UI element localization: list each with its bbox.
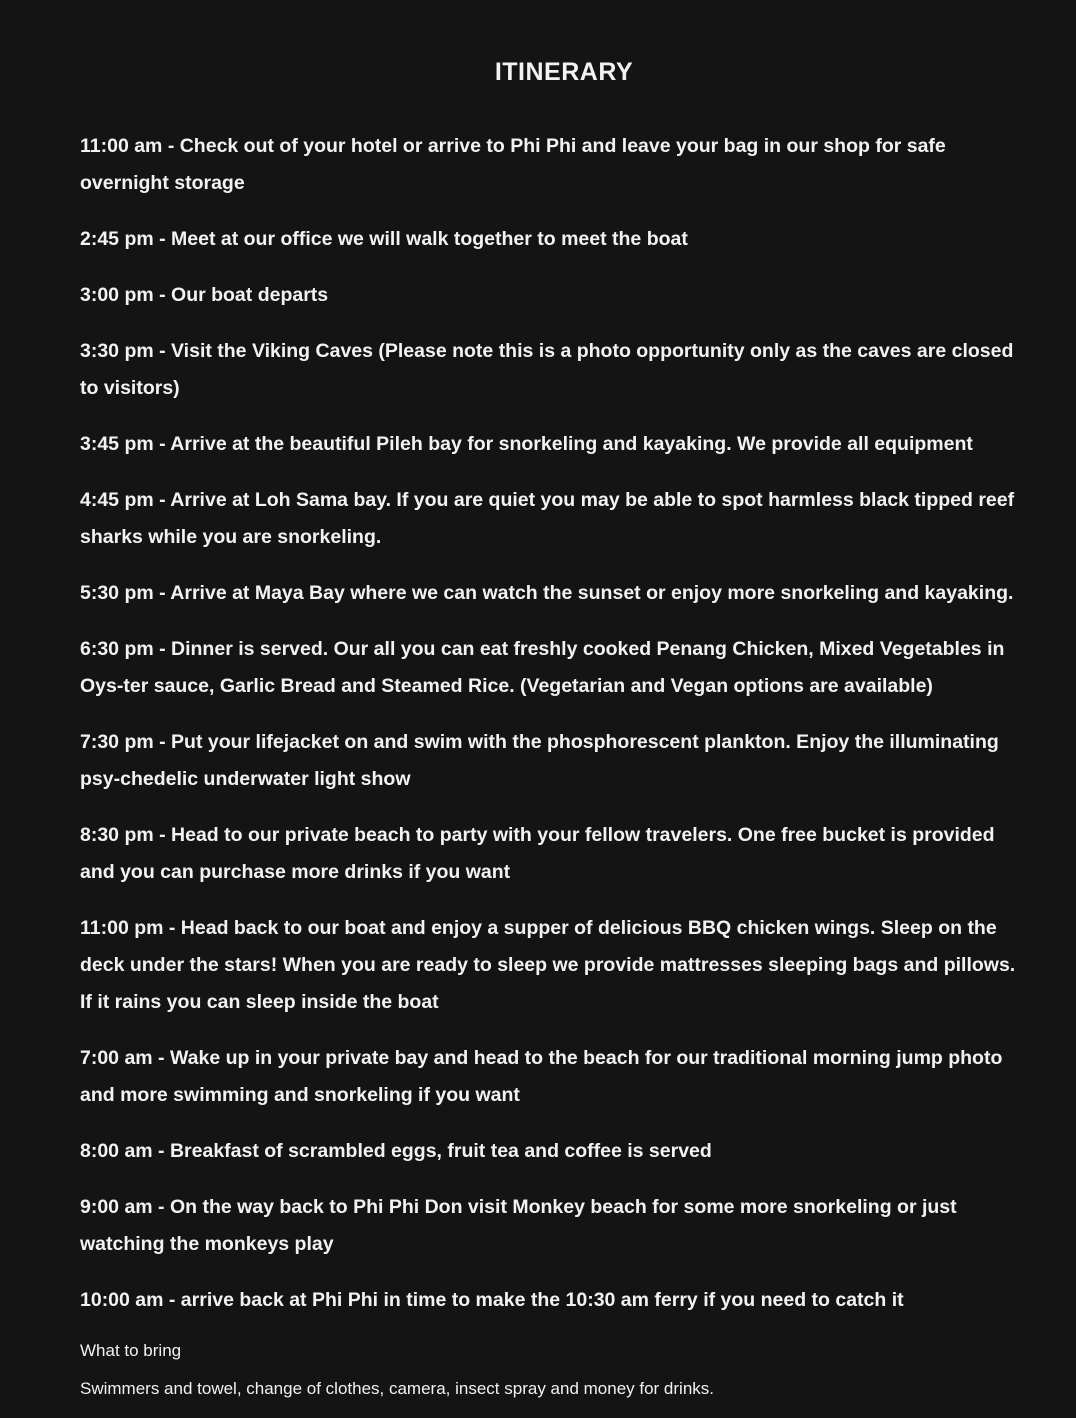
- what-to-bring-section: [80, 1337, 1025, 1403]
- itinerary-item: 4:45 pm - Arrive at Loh Sama bay. If you are quiet you may be able to spot harmless black tipped reef sharks while you are snorkeling.: [80, 489, 1015, 548]
- itinerary-item: 7:00 am - Wake up in your private bay and head to the beach for our traditional morning jump photo and more swimming and snorkeling if you want: [80, 1047, 1003, 1106]
- what-to-bring-heading: What to bring: [80, 1341, 182, 1360]
- itinerary-item: 2:45 pm - Meet at our office we will walk together to meet the boat: [80, 228, 688, 250]
- itinerary-item: 5:30 pm - Arrive at Maya Bay where we can watch the sunset or enjoy more snorkeling and kayaking.: [80, 582, 1014, 604]
- itinerary-item: 7:30 pm - Put your lifejacket on and swim with the phosphorescent plankton. Enjoy the illuminating psy-chedelic underwater light show: [80, 731, 999, 790]
- itinerary-item: 3:30 pm - Visit the Viking Caves (Please note this is a photo opportunity only as the caves are closed to visitors): [80, 340, 1014, 399]
- itinerary-item: 3:45 pm - Arrive at the beautiful Pileh bay for snorkeling and kayaking. We provide all equipment: [80, 433, 973, 455]
- what-to-bring-text: Swimmers and towel, change of clothes, camera, insect spray and money for drinks.: [80, 1379, 715, 1398]
- itinerary-item: 3:00 pm - Our boat departs: [80, 284, 329, 306]
- page-title: ITINERARY: [494, 58, 634, 86]
- itinerary-item: 8:30 pm - Head to our private beach to party with your fellow travelers. One free bucket is provided and you can purchase more drinks if you want: [80, 824, 995, 883]
- itinerary-item: 8:00 am - Breakfast of scrambled eggs, fruit tea and coffee is served: [80, 1140, 712, 1162]
- itinerary-item: 6:30 pm - Dinner is served. Our all you can eat freshly cooked Penang Chicken, Mixed Vegetables in Oys-ter sauce, Garlic Bread and Steamed Rice. (Vegetarian and Vegan options are available): [80, 638, 1005, 697]
- itinerary-item: 11:00 pm - Head back to our boat and enjoy a supper of delicious BBQ chicken wings. Sleep on the deck under the stars! When you are ready to sleep we provide mattresses sleeping bags and pillows. If it rains you can sleep inside the boat: [80, 917, 1016, 1013]
- itinerary-item: 9:00 am - On the way back to Phi Phi Don visit Monkey beach for some more snorkeling or just watching the monkeys play: [80, 1196, 957, 1255]
- itinerary-list: [80, 128, 1025, 1338]
- itinerary-item: 11:00 am - Check out of your hotel or arrive to Phi Phi and leave your bag in our shop for safe overnight storage: [80, 135, 946, 194]
- itinerary-item: 10:00 am - arrive back at Phi Phi in time to make the 10:30 am ferry if you need to catch it: [80, 1289, 904, 1311]
